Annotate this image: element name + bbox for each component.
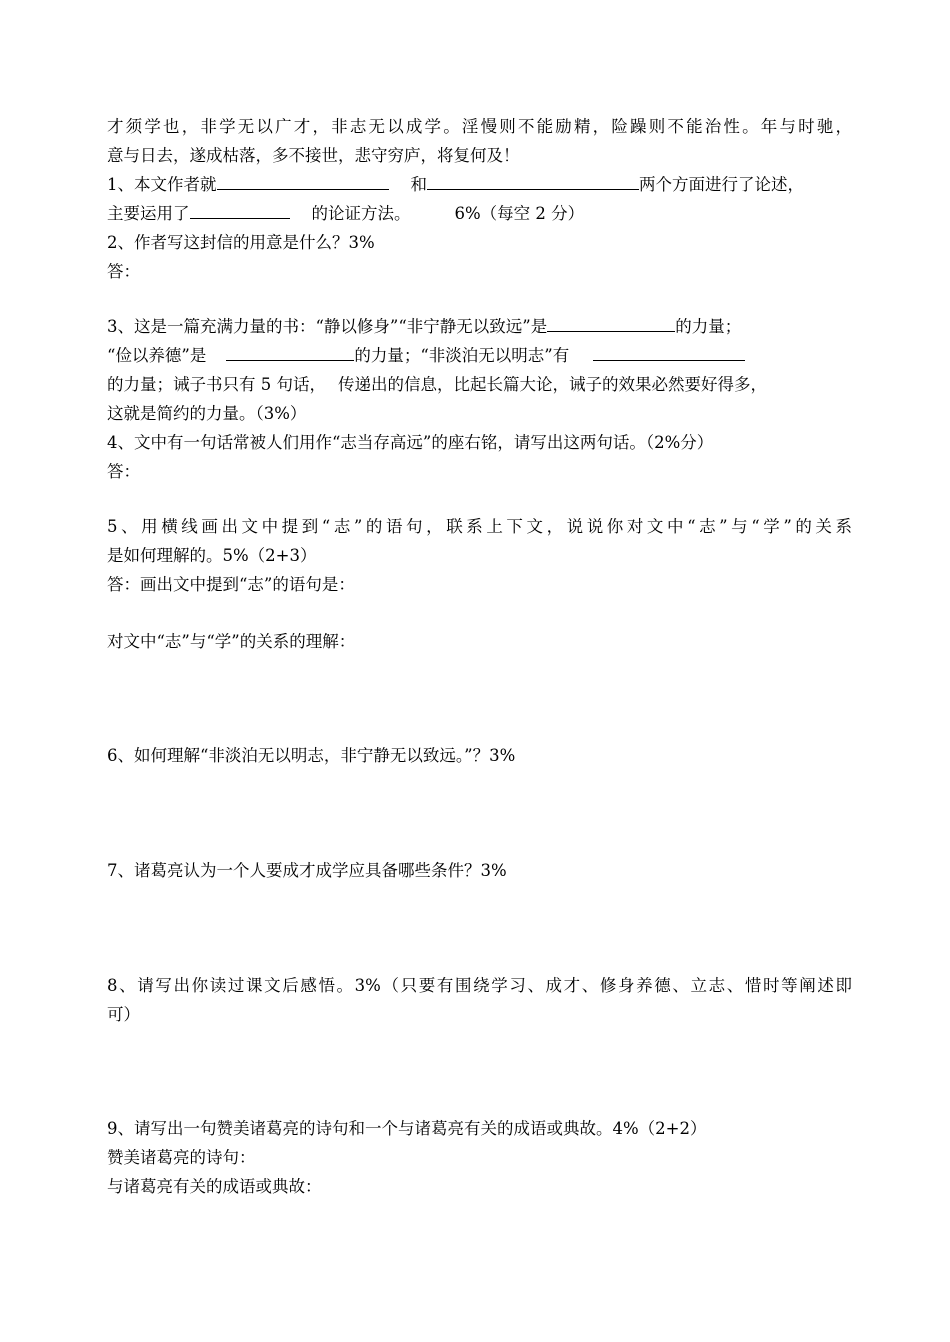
q3-blank-2[interactable] (226, 342, 354, 361)
q1-blank-1[interactable] (217, 171, 389, 190)
q3-text-f: 传递出的信息，比起长篇大论，诫子的效果必然要好得多， (338, 375, 767, 394)
question-5-answer-label-2: 对文中“志”与“学”的关系的理解： (107, 632, 356, 651)
question-4-answer-label: 答： (107, 462, 140, 481)
q1-text-a: 1、本文作者就 (107, 175, 217, 194)
passage-line-1: 才须学也，非学无以广才，非志无以成学。淫慢则不能励精，险躁则不能治性。年与时驰， (107, 117, 852, 136)
q3-text-d: 的力量；“非淡泊无以明志”有 (354, 346, 570, 365)
passage-line-2: 意与日去，遂成枯落，多不接世，悲守穷庐，将复何及！ (107, 146, 520, 165)
q1-text-c: 两个方面进行了论述， (639, 175, 804, 194)
q3-text-b: 的力量； (675, 317, 742, 336)
question-4: 4、文中有一句话常被人们用作“志当存高远”的座右铭，请写出这两句话。（2%分） (107, 433, 714, 452)
question-8-line-1: 8、请写出你读过课文后感悟。3%（只要有围绕学习、成才、修身养德、立志、惜时等阐述即 (107, 976, 852, 995)
q1-text-e: 的论证方法。 (311, 204, 411, 223)
question-1-line-1 (107, 171, 852, 199)
question-5-line-1: 5、用横线画出文中提到“志”的语句，联系上下文，说说你对文中“志”与“学”的关系 (107, 517, 852, 536)
q1-blank-2[interactable] (427, 171, 639, 190)
q3-blank-3[interactable] (593, 342, 745, 361)
question-6: 6、如何理解“非淡泊无以明志，非宁静无以致远。”？3% (107, 746, 516, 765)
question-9-label-poem: 赞美诸葛亮的诗句： (107, 1148, 256, 1167)
q1-text-d: 主要运用了 (107, 204, 190, 223)
q3-blank-1[interactable] (547, 313, 675, 332)
question-3-line-3 (107, 371, 852, 399)
question-9-label-idiom: 与诸葛亮有关的成语或典故： (107, 1177, 322, 1196)
q1-blank-3[interactable] (190, 200, 290, 219)
question-2: 2、作者写这封信的用意是什么？3% (107, 233, 375, 252)
q3-text-c: “俭以养德”是 (107, 346, 207, 365)
question-8-line-2: 可） (107, 1005, 140, 1024)
question-5-answer-label-1: 答：画出文中提到“志”的语句是： (107, 575, 355, 594)
question-5-line-2: 是如何理解的。5%（2+3） (107, 546, 317, 565)
q3-text-a: 3、这是一篇充满力量的书：“静以修身”“非宁静无以致远”是 (107, 317, 548, 336)
question-9: 9、请写出一句赞美诸葛亮的诗句和一个与诸葛亮有关的成语或典故。4%（2+2） (107, 1119, 707, 1138)
q1-text-b: 和 (410, 175, 427, 194)
question-7: 7、诸葛亮认为一个人要成才成学应具备哪些条件？3% (107, 861, 507, 880)
question-1-line-2 (107, 200, 852, 228)
question-3-line-1 (107, 313, 852, 341)
question-2-answer-label: 答： (107, 262, 140, 281)
question-3-line-2 (107, 342, 852, 370)
q3-text-e: 的力量；诫子书只有 5 句话， (107, 375, 326, 394)
q1-score: 6%（每空 2 分） (454, 204, 585, 223)
question-3-line-4: 这就是简约的力量。（3%） (107, 404, 307, 423)
